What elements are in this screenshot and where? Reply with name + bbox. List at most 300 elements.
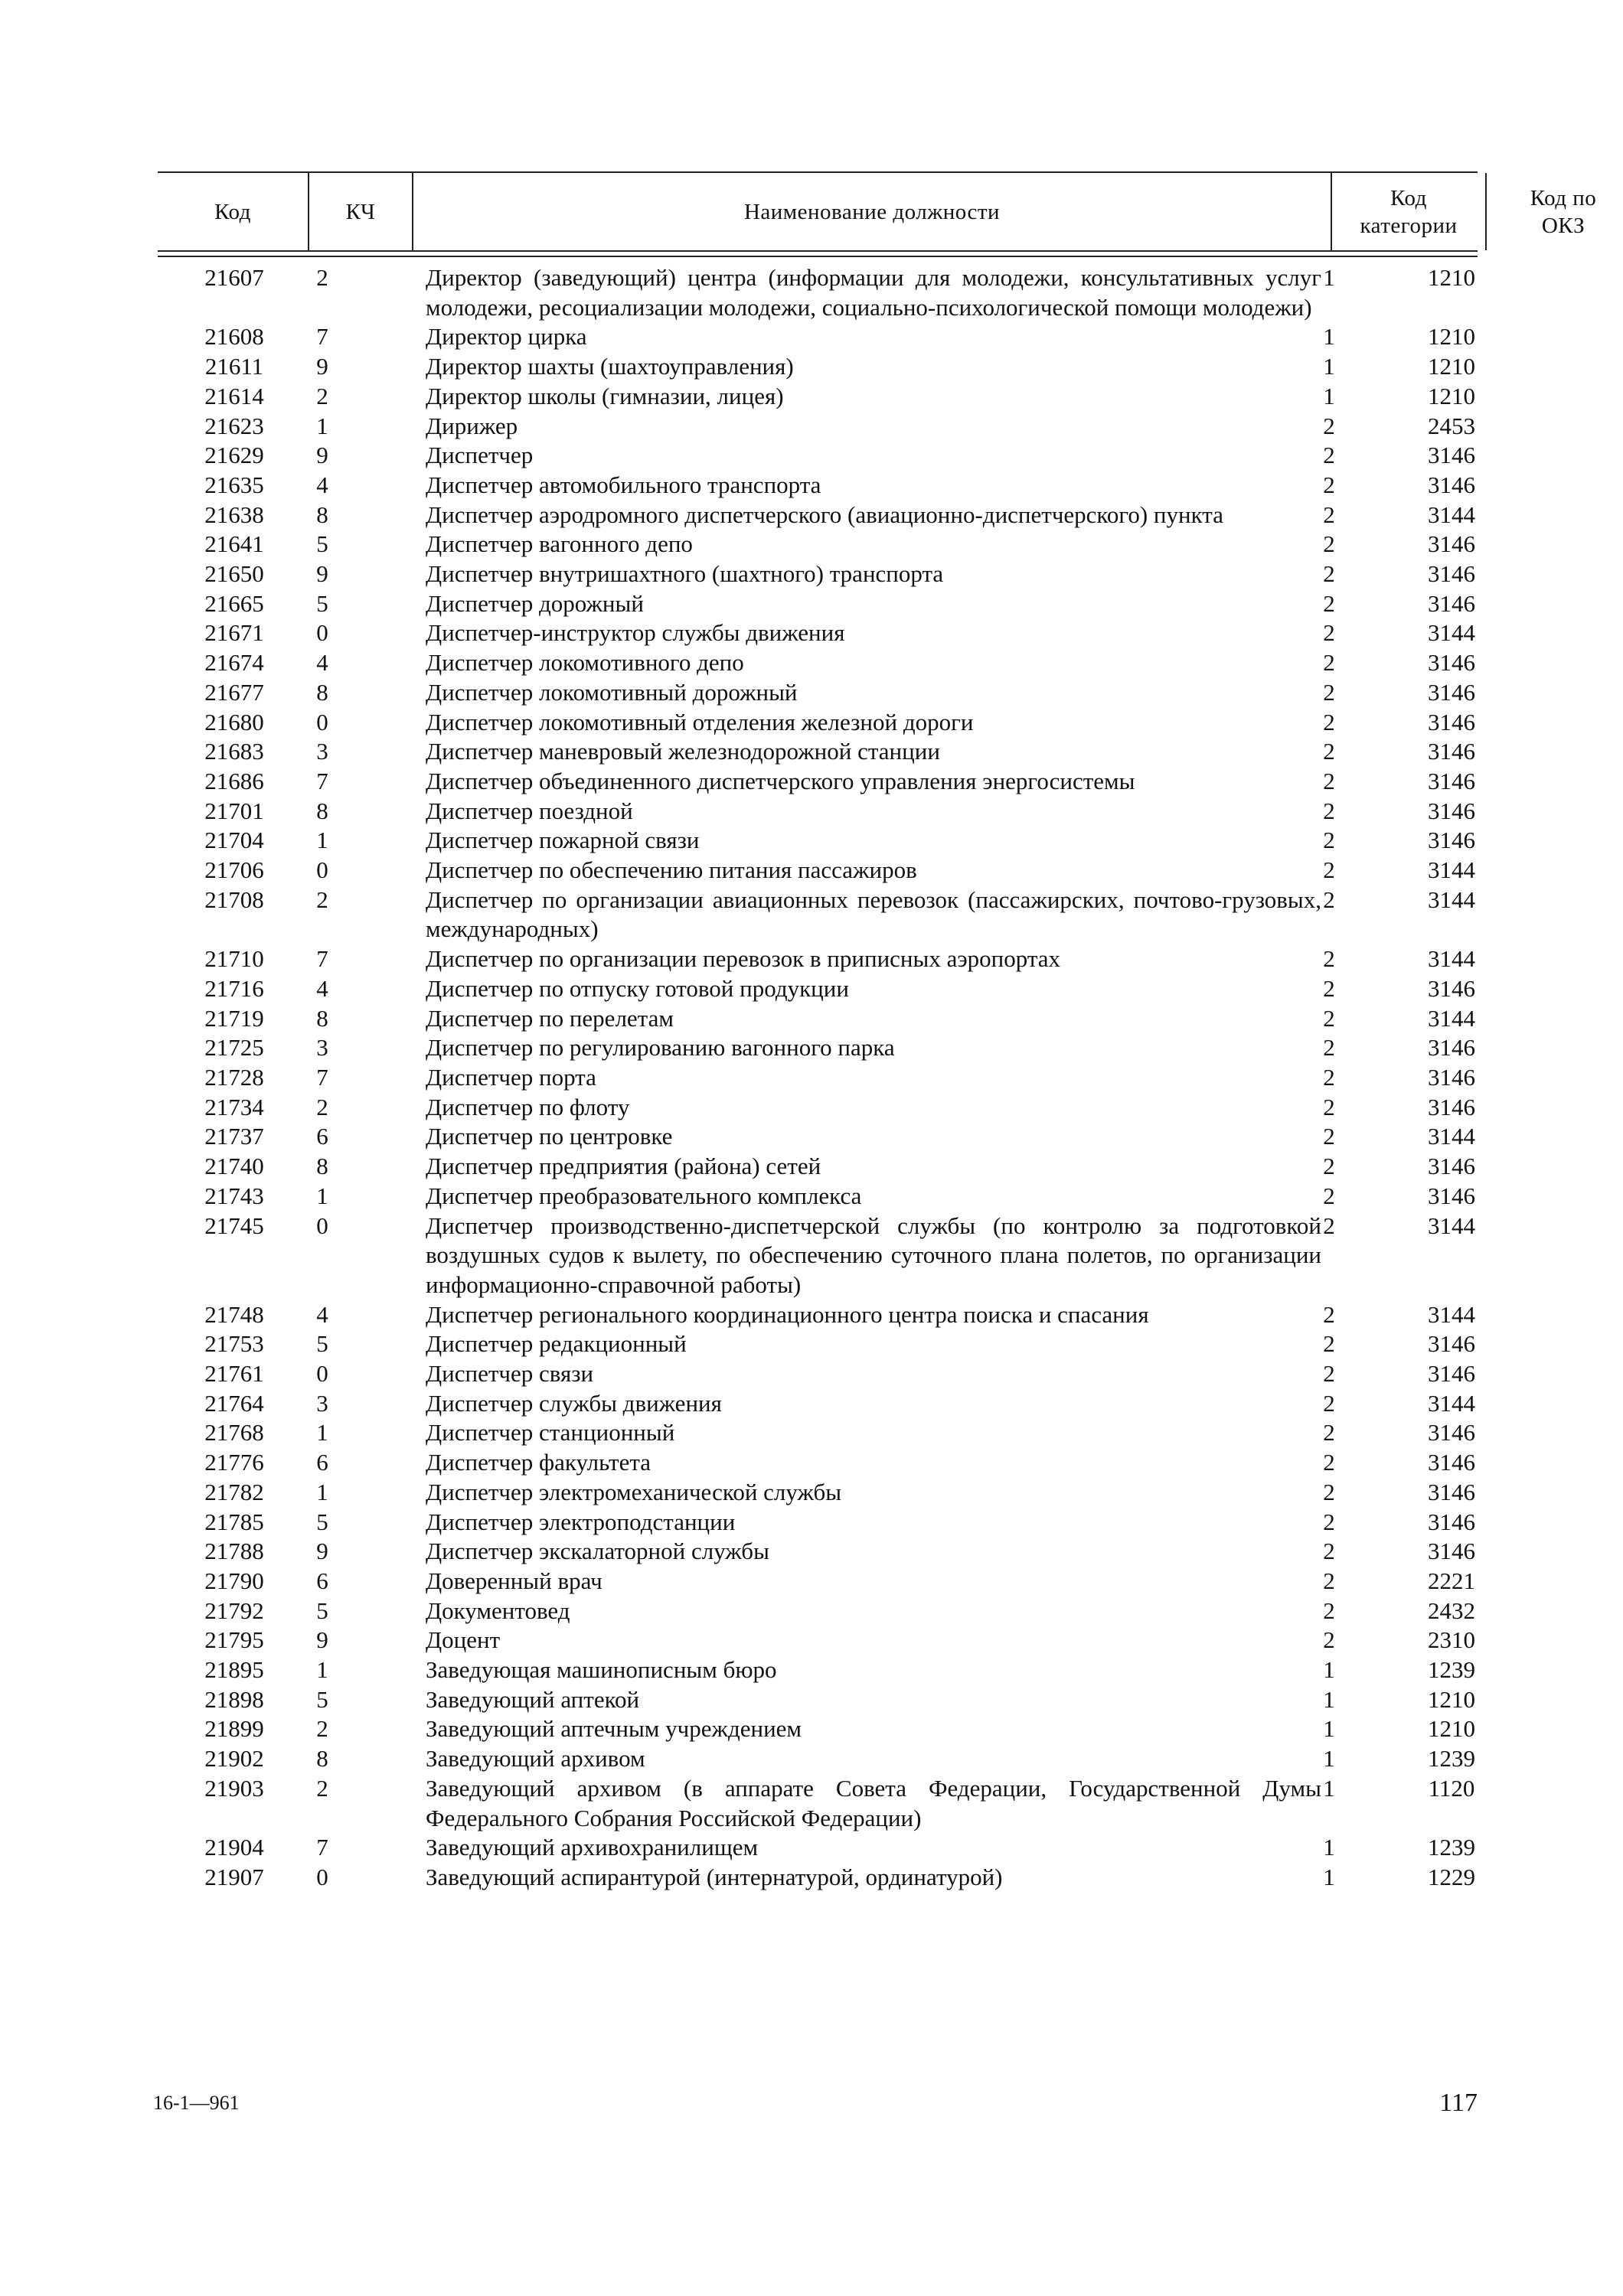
control-number-cell: 0	[316, 1863, 328, 1890]
okz-code-cell: 3146	[1428, 1153, 1475, 1180]
category-code-cell: 2	[1323, 1567, 1335, 1594]
position-name-cell: Директор шахты (шахтоуправления)	[426, 353, 794, 380]
okz-code-cell: 3144	[1428, 885, 1475, 913]
code-cell: 21899	[204, 1715, 264, 1743]
position-name-cell: Заведующий аптечным учреждением	[426, 1715, 802, 1743]
code-cell: 21795	[204, 1626, 264, 1654]
category-code-cell: 2	[1323, 1478, 1335, 1505]
okz-code-cell: 1210	[1428, 264, 1475, 291]
code-cell: 21683	[204, 738, 264, 765]
code-cell: 21671	[204, 619, 264, 647]
position-name-cell: Диспетчер-инструктор службы движения	[426, 619, 845, 647]
okz-code-cell: 3146	[1428, 1478, 1475, 1505]
category-code-cell: 1	[1323, 1863, 1335, 1890]
position-name-cell: Диспетчер электромеханической службы	[426, 1478, 842, 1505]
control-number-cell: 8	[316, 1745, 328, 1773]
position-name-cell: Директор (заведующий) центра (информации для молодежи, консультативных услуг молодежи, ресоциализации молодежи, социально-психологической помощи молодежи)	[426, 264, 1321, 321]
category-code-cell: 2	[1323, 1538, 1335, 1565]
code-cell: 21790	[204, 1567, 264, 1594]
position-name-cell: Диспетчер предприятия (района) сетей	[426, 1153, 821, 1180]
position-name-cell: Диспетчер по обеспечению питания пассажиров	[426, 856, 917, 884]
code-cell: 21903	[204, 1774, 264, 1802]
code-cell: 21716	[204, 974, 264, 1002]
okz-code-cell: 1210	[1428, 382, 1475, 409]
code-cell: 21737	[204, 1123, 264, 1150]
control-number-cell: 2	[316, 1774, 328, 1802]
category-code-cell: 2	[1323, 471, 1335, 498]
okz-code-cell: 3146	[1428, 649, 1475, 677]
category-code-cell: 2	[1323, 1300, 1335, 1328]
okz-code-cell: 3144	[1428, 1123, 1475, 1150]
position-name-cell: Заведующая машинописным бюро	[426, 1656, 777, 1684]
control-number-cell: 1	[316, 412, 328, 439]
category-code-cell: 2	[1323, 1123, 1335, 1150]
table-header	[158, 171, 1597, 252]
table-row	[158, 974, 1478, 1004]
control-number-cell: 5	[316, 1596, 328, 1624]
okz-code-cell: 3146	[1428, 471, 1475, 498]
control-number-cell: 6	[316, 1123, 328, 1150]
okz-code-cell: 3146	[1428, 1034, 1475, 1062]
table-row	[158, 1863, 1478, 1893]
print-code: 16-1—961	[153, 2092, 240, 2114]
position-name-cell: Диспетчер локомотивный отделения железной дороги	[426, 708, 974, 735]
control-number-cell: 4	[316, 974, 328, 1002]
category-code-cell: 2	[1323, 974, 1335, 1002]
okz-code-cell: 3146	[1428, 1538, 1475, 1565]
code-cell: 21782	[204, 1478, 264, 1505]
position-name-cell: Диспетчер регионального координационного центра поиска и спасания	[426, 1300, 1149, 1328]
table-row	[158, 708, 1478, 738]
position-name-cell: Диспетчер по регулированию вагонного парка	[426, 1034, 895, 1062]
code-cell: 21740	[204, 1153, 264, 1180]
control-number-cell: 0	[316, 708, 328, 735]
okz-code-cell: 3144	[1428, 1212, 1475, 1239]
code-cell: 21674	[204, 649, 264, 677]
code-cell: 21895	[204, 1656, 264, 1684]
category-code-cell: 1	[1323, 1774, 1335, 1802]
table-row	[158, 1152, 1478, 1182]
control-number-cell: 4	[316, 1300, 328, 1328]
code-cell: 21768	[204, 1419, 264, 1446]
category-code-cell: 2	[1323, 1626, 1335, 1654]
code-cell: 21641	[204, 530, 264, 558]
position-name-cell: Диспетчер аэродромного диспетчерского (авиационно-диспетчерского) пункта	[426, 501, 1223, 528]
control-number-cell: 2	[316, 264, 328, 291]
table-row	[158, 1626, 1478, 1655]
code-cell: 21728	[204, 1063, 264, 1091]
control-number-cell: 4	[316, 649, 328, 677]
position-name-cell: Диспетчер вагонного депо	[426, 530, 693, 558]
code-cell: 21776	[204, 1449, 264, 1476]
category-code-cell: 2	[1323, 1004, 1335, 1032]
code-cell: 21701	[204, 797, 264, 824]
table-row	[158, 1212, 1478, 1300]
code-cell: 21611	[204, 353, 264, 380]
category-code-cell: 2	[1323, 1212, 1335, 1239]
okz-code-cell: 3146	[1428, 708, 1475, 735]
position-name-cell: Диспетчер службы движения	[426, 1389, 722, 1417]
table-row	[158, 530, 1478, 559]
position-name-cell: Диспетчер электроподстанции	[426, 1508, 736, 1535]
control-number-cell: 8	[316, 501, 328, 528]
control-number-cell: 9	[316, 442, 328, 469]
position-name-cell: Диспетчер редакционный	[426, 1330, 687, 1358]
control-number-cell: 5	[316, 1685, 328, 1713]
position-name-cell: Диспетчер преобразовательного комплекса	[426, 1182, 862, 1209]
category-code-cell: 2	[1323, 1389, 1335, 1417]
position-name-cell: Диспетчер дорожный	[426, 589, 644, 617]
table-row	[158, 1329, 1478, 1359]
control-number-cell: 1	[316, 1656, 328, 1684]
okz-code-cell: 1210	[1428, 1715, 1475, 1743]
table-row	[158, 441, 1478, 471]
okz-code-cell: 2221	[1428, 1567, 1475, 1594]
table-row	[158, 737, 1478, 767]
category-code-cell: 2	[1323, 1330, 1335, 1358]
code-cell: 21710	[204, 945, 264, 973]
table-row	[158, 1685, 1478, 1715]
okz-code-cell: 3144	[1428, 1300, 1475, 1328]
position-name-cell: Диспетчер пожарной связи	[426, 827, 700, 854]
code-cell: 21650	[204, 560, 264, 588]
category-code-cell: 2	[1323, 501, 1335, 528]
okz-code-cell: 1210	[1428, 323, 1475, 351]
okz-code-cell: 1239	[1428, 1656, 1475, 1684]
position-name-cell: Документовед	[426, 1596, 570, 1624]
okz-code-cell: 3146	[1428, 827, 1475, 854]
position-name-cell: Заведующий архивом	[426, 1745, 645, 1773]
table-row	[158, 559, 1478, 589]
table-row	[158, 1122, 1478, 1152]
category-code-cell: 2	[1323, 1153, 1335, 1180]
category-code-cell: 1	[1323, 353, 1335, 380]
category-code-cell: 2	[1323, 1449, 1335, 1476]
okz-code-cell: 3144	[1428, 945, 1475, 973]
control-number-cell: 7	[316, 767, 328, 794]
okz-code-cell: 3146	[1428, 1330, 1475, 1358]
position-name-cell: Директор школы (гимназии, лицея)	[426, 382, 784, 409]
category-code-cell: 2	[1323, 649, 1335, 677]
position-name-cell: Диспетчер по отпуску готовой продукции	[426, 974, 849, 1002]
table-row	[158, 589, 1478, 619]
okz-code-cell: 3146	[1428, 530, 1475, 558]
category-code-cell: 1	[1323, 1715, 1335, 1743]
position-name-cell: Диспетчер по центровке	[426, 1123, 673, 1150]
category-code-cell: 2	[1323, 412, 1335, 439]
position-name-cell: Диспетчер связи	[426, 1360, 594, 1388]
code-cell: 21719	[204, 1004, 264, 1032]
okz-code-cell: 3146	[1428, 442, 1475, 469]
table-row	[158, 1567, 1478, 1596]
control-number-cell: 0	[316, 619, 328, 647]
control-number-cell: 2	[316, 382, 328, 409]
okz-code-cell: 3144	[1428, 1389, 1475, 1417]
position-name-cell: Диспетчер по флоту	[426, 1093, 630, 1120]
okz-code-cell: 3146	[1428, 767, 1475, 794]
category-code-cell: 2	[1323, 1419, 1335, 1446]
category-code-cell: 2	[1323, 442, 1335, 469]
control-number-cell: 2	[316, 1715, 328, 1743]
category-code-cell: 2	[1323, 708, 1335, 735]
table-row	[158, 1448, 1478, 1478]
position-name-cell: Диспетчер	[426, 442, 534, 469]
code-cell: 21788	[204, 1538, 264, 1565]
okz-code-cell: 3144	[1428, 501, 1475, 528]
code-cell: 21907	[204, 1863, 264, 1890]
table-row	[158, 767, 1478, 797]
okz-code-cell: 3146	[1428, 1093, 1475, 1120]
control-number-cell: 9	[316, 1626, 328, 1654]
okz-code-cell: 3146	[1428, 589, 1475, 617]
table-row	[158, 678, 1478, 708]
position-name-cell: Диспетчер объединенного диспетчерского управления энергосистемы	[426, 767, 1135, 794]
position-name-cell: Диспетчер станционный	[426, 1419, 675, 1446]
okz-code-cell: 1229	[1428, 1863, 1475, 1890]
table-row	[158, 885, 1478, 944]
okz-code-cell: 2310	[1428, 1626, 1475, 1654]
okz-code-cell: 3146	[1428, 974, 1475, 1002]
category-code-cell: 2	[1323, 560, 1335, 588]
code-cell: 21623	[204, 412, 264, 439]
category-code-cell: 2	[1323, 1093, 1335, 1120]
okz-code-cell: 2453	[1428, 412, 1475, 439]
control-number-cell: 3	[316, 1389, 328, 1417]
table-row	[158, 1004, 1478, 1034]
position-name-cell: Диспетчер по организации перевозок в приписных аэропортах	[426, 945, 1061, 973]
control-number-cell: 1	[316, 1419, 328, 1446]
control-number-cell: 7	[316, 945, 328, 973]
code-cell: 21898	[204, 1685, 264, 1713]
control-number-cell: 8	[316, 797, 328, 824]
category-code-cell: 1	[1323, 1834, 1335, 1861]
code-cell: 21608	[204, 323, 264, 351]
table-body	[158, 263, 1478, 1893]
category-code-cell: 2	[1323, 885, 1335, 913]
header-kod: Код	[214, 199, 251, 224]
table-row	[158, 1389, 1478, 1419]
okz-code-cell: 1239	[1428, 1745, 1475, 1773]
control-number-cell: 2	[316, 1093, 328, 1120]
control-number-cell: 5	[316, 530, 328, 558]
table-row	[158, 648, 1478, 678]
table-row	[158, 352, 1478, 382]
code-cell: 21734	[204, 1093, 264, 1120]
header-kch: КЧ	[345, 199, 376, 224]
code-cell: 21785	[204, 1508, 264, 1535]
code-cell: 21792	[204, 1596, 264, 1624]
table-row	[158, 797, 1478, 827]
code-cell: 21607	[204, 264, 264, 291]
category-code-cell: 2	[1323, 1596, 1335, 1624]
position-name-cell: Заведующий аспирантурой (интернатурой, ординатурой)	[426, 1863, 1003, 1890]
category-code-cell: 2	[1323, 530, 1335, 558]
table-row	[158, 263, 1478, 322]
category-code-cell: 2	[1323, 945, 1335, 973]
header-okz: Код по ОКЗ	[1530, 185, 1597, 238]
table-row	[158, 1300, 1478, 1330]
category-code-cell: 2	[1323, 1508, 1335, 1535]
code-cell: 21743	[204, 1182, 264, 1209]
category-code-cell: 1	[1323, 1745, 1335, 1773]
code-cell: 21753	[204, 1330, 264, 1358]
control-number-cell: 7	[316, 323, 328, 351]
control-number-cell: 8	[316, 1004, 328, 1032]
category-code-cell: 2	[1323, 738, 1335, 765]
table-row	[158, 471, 1478, 501]
category-code-cell: 2	[1323, 767, 1335, 794]
table-row	[158, 1063, 1478, 1093]
control-number-cell: 1	[316, 1478, 328, 1505]
position-name-cell: Диспетчер производственно-диспетчерской службы (по контролю за подготовкой воздушных судов к вылету, по обеспечению суточного плана полетов, по организации информационно-справочной работы)	[426, 1212, 1321, 1298]
code-cell: 21638	[204, 501, 264, 528]
category-code-cell: 2	[1323, 678, 1335, 706]
position-name-cell: Доверенный врач	[426, 1567, 603, 1594]
table-row	[158, 382, 1478, 412]
okz-code-cell: 3146	[1428, 1182, 1475, 1209]
position-name-cell: Заведующий архивом (в аппарате Совета Федерации, Государственной Думы Федерального Собрания Российской Федерации)	[426, 1774, 1321, 1831]
table-row	[158, 1418, 1478, 1448]
code-cell: 21706	[204, 856, 264, 884]
control-number-cell: 9	[316, 353, 328, 380]
code-cell: 21629	[204, 442, 264, 469]
category-code-cell: 1	[1323, 1685, 1335, 1713]
category-code-cell: 2	[1323, 797, 1335, 824]
position-name-cell: Диспетчер поездной	[426, 797, 633, 824]
control-number-cell: 0	[316, 856, 328, 884]
header-name: Наименование должности	[743, 199, 1001, 224]
code-cell: 21725	[204, 1034, 264, 1062]
okz-code-cell: 3146	[1428, 1063, 1475, 1091]
table-row	[158, 1093, 1478, 1123]
code-cell: 21665	[204, 589, 264, 617]
category-code-cell: 2	[1323, 1034, 1335, 1062]
position-name-cell: Диспетчер по организации авиационных перевозок (пассажирских, почтово-грузовых, международных)	[426, 885, 1321, 943]
okz-code-cell: 3146	[1428, 1449, 1475, 1476]
table-row	[158, 1596, 1478, 1626]
okz-code-cell: 3146	[1428, 1360, 1475, 1388]
table-row	[158, 944, 1478, 974]
code-cell: 21708	[204, 885, 264, 913]
category-code-cell: 2	[1323, 827, 1335, 854]
category-code-cell: 2	[1323, 589, 1335, 617]
control-number-cell: 7	[316, 1834, 328, 1861]
category-code-cell: 1	[1323, 382, 1335, 409]
category-code-cell: 1	[1323, 323, 1335, 351]
okz-code-cell: 3146	[1428, 1508, 1475, 1535]
table-row	[158, 501, 1478, 530]
table-row	[158, 1508, 1478, 1538]
position-name-cell: Диспетчер порта	[426, 1063, 596, 1091]
control-number-cell: 5	[316, 589, 328, 617]
code-cell: 21686	[204, 767, 264, 794]
control-number-cell: 3	[316, 738, 328, 765]
position-name-cell: Заведующий архивохранилищем	[426, 1834, 759, 1861]
position-name-cell: Диспетчер по перелетам	[426, 1004, 674, 1032]
category-code-cell: 2	[1323, 1360, 1335, 1388]
header-category: Код категории	[1360, 185, 1458, 238]
okz-code-cell: 2432	[1428, 1596, 1475, 1624]
control-number-cell: 5	[316, 1508, 328, 1535]
category-code-cell: 2	[1323, 1182, 1335, 1209]
table-row	[158, 1182, 1478, 1212]
code-cell: 21761	[204, 1360, 264, 1388]
control-number-cell: 3	[316, 1034, 328, 1062]
table-row	[158, 322, 1478, 352]
position-name-cell: Диспетчер локомотивного депо	[426, 649, 744, 677]
okz-code-cell: 3146	[1428, 738, 1475, 765]
okz-code-cell: 1210	[1428, 353, 1475, 380]
position-name-cell: Доцент	[426, 1626, 501, 1654]
control-number-cell: 1	[316, 1182, 328, 1209]
control-number-cell: 0	[316, 1360, 328, 1388]
code-cell: 21764	[204, 1389, 264, 1417]
position-name-cell: Директор цирка	[426, 323, 587, 351]
okz-code-cell: 1120	[1428, 1774, 1475, 1802]
position-name-cell: Диспетчер автомобильного транспорта	[426, 471, 821, 498]
position-name-cell: Заведующий аптекой	[426, 1685, 640, 1713]
table-row	[158, 1359, 1478, 1389]
position-name-cell: Диспетчер локомотивный дорожный	[426, 678, 798, 706]
category-code-cell: 1	[1323, 264, 1335, 291]
okz-code-cell: 3146	[1428, 560, 1475, 588]
code-cell: 21904	[204, 1834, 264, 1861]
control-number-cell: 2	[316, 885, 328, 913]
okz-code-cell: 3144	[1428, 1004, 1475, 1032]
position-name-cell: Дирижер	[426, 412, 518, 439]
table-row	[158, 1478, 1478, 1508]
position-name-cell: Диспетчер экскалаторной службы	[426, 1538, 769, 1565]
table-row	[158, 412, 1478, 442]
okz-code-cell: 3146	[1428, 1419, 1475, 1446]
control-number-cell: 4	[316, 471, 328, 498]
code-cell: 21680	[204, 708, 264, 735]
table-row	[158, 1774, 1478, 1833]
position-name-cell: Диспетчер внутришахтного (шахтного) транспорта	[426, 560, 944, 588]
code-cell: 21745	[204, 1212, 264, 1239]
category-code-cell: 1	[1323, 1656, 1335, 1684]
okz-code-cell: 3144	[1428, 619, 1475, 647]
positions-table	[158, 171, 1597, 1890]
code-cell: 21902	[204, 1745, 264, 1773]
category-code-cell: 2	[1323, 1063, 1335, 1091]
table-row	[158, 618, 1478, 648]
control-number-cell: 6	[316, 1449, 328, 1476]
table-row	[158, 1655, 1478, 1685]
category-code-cell: 2	[1323, 856, 1335, 884]
category-code-cell: 2	[1323, 619, 1335, 647]
code-cell: 21704	[204, 827, 264, 854]
control-number-cell: 1	[316, 827, 328, 854]
page-number: 117	[1439, 2089, 1478, 2117]
control-number-cell: 9	[316, 1538, 328, 1565]
header-double-rule	[158, 256, 1478, 257]
okz-code-cell: 3144	[1428, 856, 1475, 884]
table-row	[158, 826, 1478, 856]
control-number-cell: 9	[316, 560, 328, 588]
okz-code-cell: 1210	[1428, 1685, 1475, 1713]
code-cell: 21614	[204, 382, 264, 409]
control-number-cell: 8	[316, 678, 328, 706]
control-number-cell: 6	[316, 1567, 328, 1594]
code-cell: 21677	[204, 678, 264, 706]
okz-code-cell: 1239	[1428, 1834, 1475, 1861]
table-row	[158, 1033, 1478, 1063]
control-number-cell: 8	[316, 1153, 328, 1180]
control-number-cell: 0	[316, 1212, 328, 1239]
table-row	[158, 1833, 1478, 1863]
control-number-cell: 5	[316, 1330, 328, 1358]
